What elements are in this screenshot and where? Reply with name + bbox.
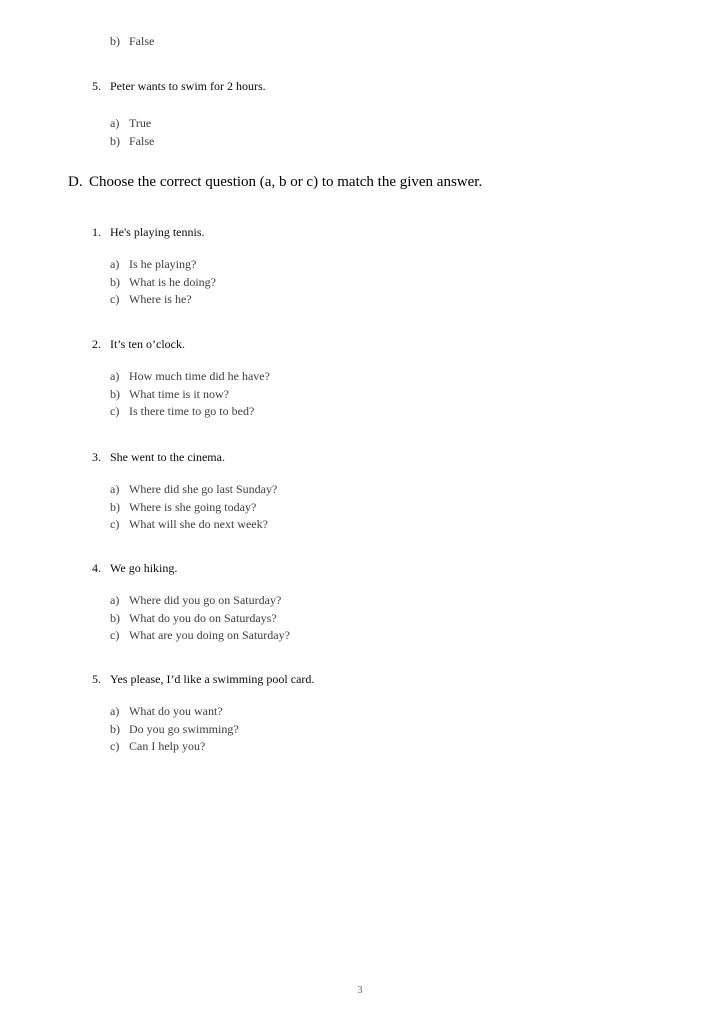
option-letter: b)	[110, 610, 120, 625]
option-text: Is he playing?	[129, 257, 197, 271]
option-text: What is he doing?	[129, 274, 216, 289]
option-text: Where is she going today?	[129, 499, 257, 514]
option-row	[110, 610, 290, 628]
option-letter: a)	[110, 704, 120, 718]
item-text: Peter wants to swim for 2 hours.	[110, 79, 266, 93]
carryover-dangling-option	[110, 33, 154, 51]
option-text: Where did she go last Sunday?	[129, 482, 278, 496]
carryover-item-stem	[92, 78, 266, 95]
option-row	[110, 368, 270, 386]
option-letter: b)	[110, 721, 120, 736]
option-text: How much time did he have?	[129, 369, 270, 383]
question-options	[110, 368, 270, 421]
option-letter: b)	[110, 274, 120, 289]
option-text: What will she do next week?	[129, 517, 268, 531]
question-stem	[92, 336, 270, 353]
option-row	[110, 516, 277, 534]
question-stem	[92, 449, 277, 466]
question-stem	[92, 560, 290, 577]
option-letter: c)	[110, 628, 120, 642]
question-number: 5.	[92, 672, 101, 686]
page-number: 3	[357, 985, 363, 996]
option-row	[110, 274, 216, 292]
question-number: 3.	[92, 450, 101, 464]
question-answer-text: She went to the cinema.	[110, 450, 225, 464]
option-row	[110, 291, 216, 309]
item-number: 5.	[92, 79, 101, 93]
option-text: False	[129, 34, 155, 48]
option-letter: c)	[110, 517, 120, 531]
option-row	[110, 738, 314, 756]
option-letter: a)	[110, 369, 120, 383]
carryover-item-options	[110, 115, 154, 150]
question-3	[92, 449, 277, 534]
section-title: Choose the correct question (a, b or c) to match the given answer.	[89, 174, 483, 190]
question-2	[92, 336, 270, 421]
option-row	[110, 386, 270, 404]
option-letter: a)	[110, 257, 120, 271]
question-options	[110, 256, 216, 309]
option-text: What do you want?	[129, 704, 223, 718]
question-options	[110, 592, 290, 645]
option-letter: a)	[110, 482, 120, 496]
question-number: 1.	[92, 225, 101, 239]
question-5	[92, 671, 314, 756]
option-letter: a)	[110, 116, 120, 130]
option-text: What are you doing on Saturday?	[129, 628, 290, 642]
question-answer-text: He's playing tennis.	[110, 225, 205, 239]
option-row	[110, 721, 314, 739]
question-stem	[92, 224, 216, 241]
option-letter: b)	[110, 386, 120, 401]
option-letter: b)	[110, 499, 120, 514]
option-letter: b)	[110, 133, 120, 148]
option-text: Is there time to go to bed?	[129, 404, 255, 418]
option-row	[110, 703, 314, 721]
option-text: What time is it now?	[129, 386, 229, 401]
option-row	[110, 592, 290, 610]
option-row	[110, 627, 290, 645]
option-text: Can I help you?	[129, 739, 206, 753]
question-answer-text: Yes please, I’d like a swimming pool card.	[110, 672, 315, 686]
question-number: 4.	[92, 561, 101, 575]
option-text: Where did you go on Saturday?	[129, 593, 282, 607]
section-heading	[68, 172, 482, 193]
option-row	[110, 115, 154, 133]
option-text: True	[129, 116, 152, 130]
question-number: 2.	[92, 337, 101, 351]
option-row	[110, 499, 277, 517]
option-letter: b)	[110, 34, 120, 48]
question-answer-text: It’s ten o’clock.	[110, 337, 185, 351]
section-label: D.	[68, 174, 83, 190]
option-row	[110, 133, 154, 151]
option-row	[110, 403, 270, 421]
option-text: Where is he?	[129, 292, 192, 306]
option-row	[110, 481, 277, 499]
option-text: What do you do on Saturdays?	[129, 610, 277, 625]
option-text: Do you go swimming?	[129, 721, 239, 736]
option-letter: a)	[110, 593, 120, 607]
question-answer-text: We go hiking.	[110, 561, 178, 575]
option-row	[110, 256, 216, 274]
question-options	[110, 703, 314, 756]
option-letter: c)	[110, 404, 120, 418]
option-letter: c)	[110, 292, 120, 306]
option-letter: c)	[110, 739, 120, 753]
question-stem	[92, 671, 314, 688]
question-1	[92, 224, 216, 309]
question-4	[92, 560, 290, 645]
option-text: False	[129, 133, 155, 148]
question-options	[110, 481, 277, 534]
